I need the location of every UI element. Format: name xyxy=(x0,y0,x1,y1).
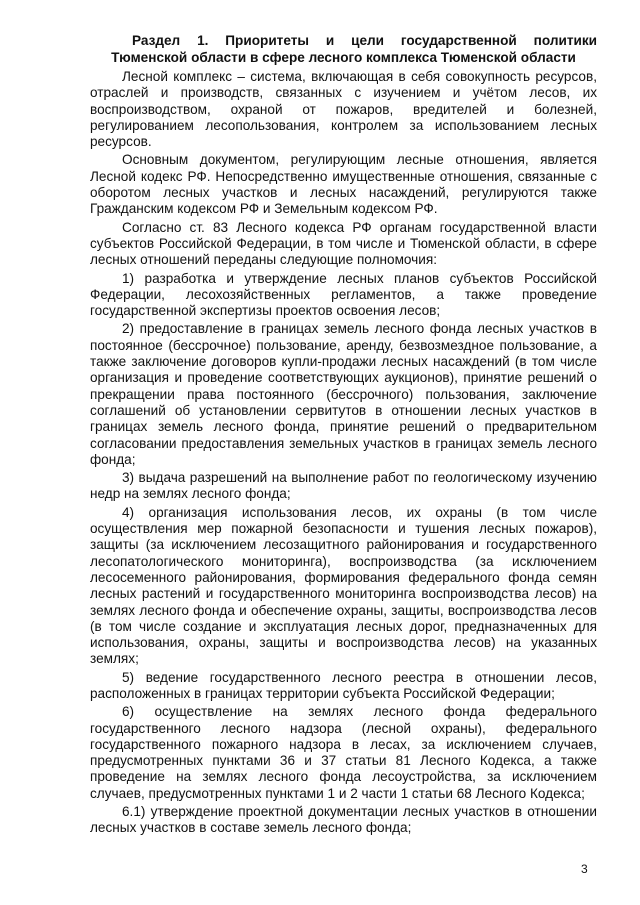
paragraph-forest-complex-definition: Лесной комплекс – система, включающая в себя совокупность ресурсов, отраслей и производств, связанных с изучением и учётом лесов, их воспроизводством, охраной от пожаров, вредителей и болезней, регулированием лесопользования, контролем за использованием лесных ресурсов. xyxy=(90,69,597,150)
list-item-4: 4) организация использования лесов, их охраны (в том числе осуществления мер пожарной безопасности и тушения лесных пожаров), защиты (за исключением лесозащитного районирования и государственного лесопатологического мониторинга), воспроизводства (за исключением лесосеменного районирования, формирования федерального фонда семян лесных растений и государственного мониторинга воспроизводства лесов) на землях лесного фонда и обеспечение охраны, защиты, воспроизводства лесов (в том числе создание и эксплуатация лесных дорог, предназначенных для использования, охраны, защиты и воспроизводства лесов) на указанных землях; xyxy=(90,504,597,667)
list-item-1: 1) разработка и утверждение лесных планов субъектов Российской Федерации, лесохозяйственных регламентов, а также проведение государственной экспертизы проектов освоения лесов; xyxy=(90,270,597,319)
list-item-6: 6) осуществление на землях лесного фонда федерального государственного лесного надзора (лесной охраны), федерального государственного пожарного надзора в лесах, за исключением случаев, предусмотренных пунктами 36 и 37 статьи 81 Лесного Кодекса, а также проведение на землях лесного фонда лесоустройства, за исключением случаев, предусмотренных пунктами 1 и 2 части 1 статьи 68 Лесного Кодекса; xyxy=(90,704,597,801)
list-item-3: 3) выдача разрешений на выполнение работ по геологическому изучению недр на землях лесного фонда; xyxy=(90,470,597,502)
list-item-2: 2) предоставление в границах земель лесного фонда лесных участков в постоянное (бессрочное) пользование, аренду, безвозмездное пользование, а также заключение договоров купли-продажи лесных насаждений (в том числе организация и проведение соответствующих аукционов), принятие решений о прекращении права постоянного (бессрочного) пользования, заключение соглашений об установлении сервитутов в отношении лесных участков в границах земель лесного фонда, принятие решений о предварительном согласовании предоставления земельных участков в границах земель лесного фонда; xyxy=(90,321,597,467)
document-body xyxy=(90,33,597,839)
section-heading: Раздел 1. Приоритеты и цели государственной политики Тюменской области в сфере лесного комплекса Тюменской области xyxy=(111,33,597,65)
list-item-5: 5) ведение государственного лесного реестра в отношении лесов, расположенных в границах территории субъекта Российской Федерации; xyxy=(90,669,597,701)
list-item-6-1: 6.1) утверждение проектной документации лесных участков в отношении лесных участков в составе земель лесного фонда; xyxy=(90,804,597,836)
paragraph-forest-code: Основным документом, регулирующим лесные отношения, является Лесной кодекс РФ. Непосредственно имущественные отношения, связанные с оборотом лесных участков и лесных насаждений, регулируются также Гражданским кодексом РФ и Земельным кодексом РФ. xyxy=(90,152,597,217)
paragraph-article-83: Согласно ст. 83 Лесного кодекса РФ органам государственной власти субъектов Российской Федерации, в том числе и Тюменской области, в сфере лесных отношений переданы следующие полномочия: xyxy=(90,219,597,268)
page-number: 3 xyxy=(581,862,588,876)
